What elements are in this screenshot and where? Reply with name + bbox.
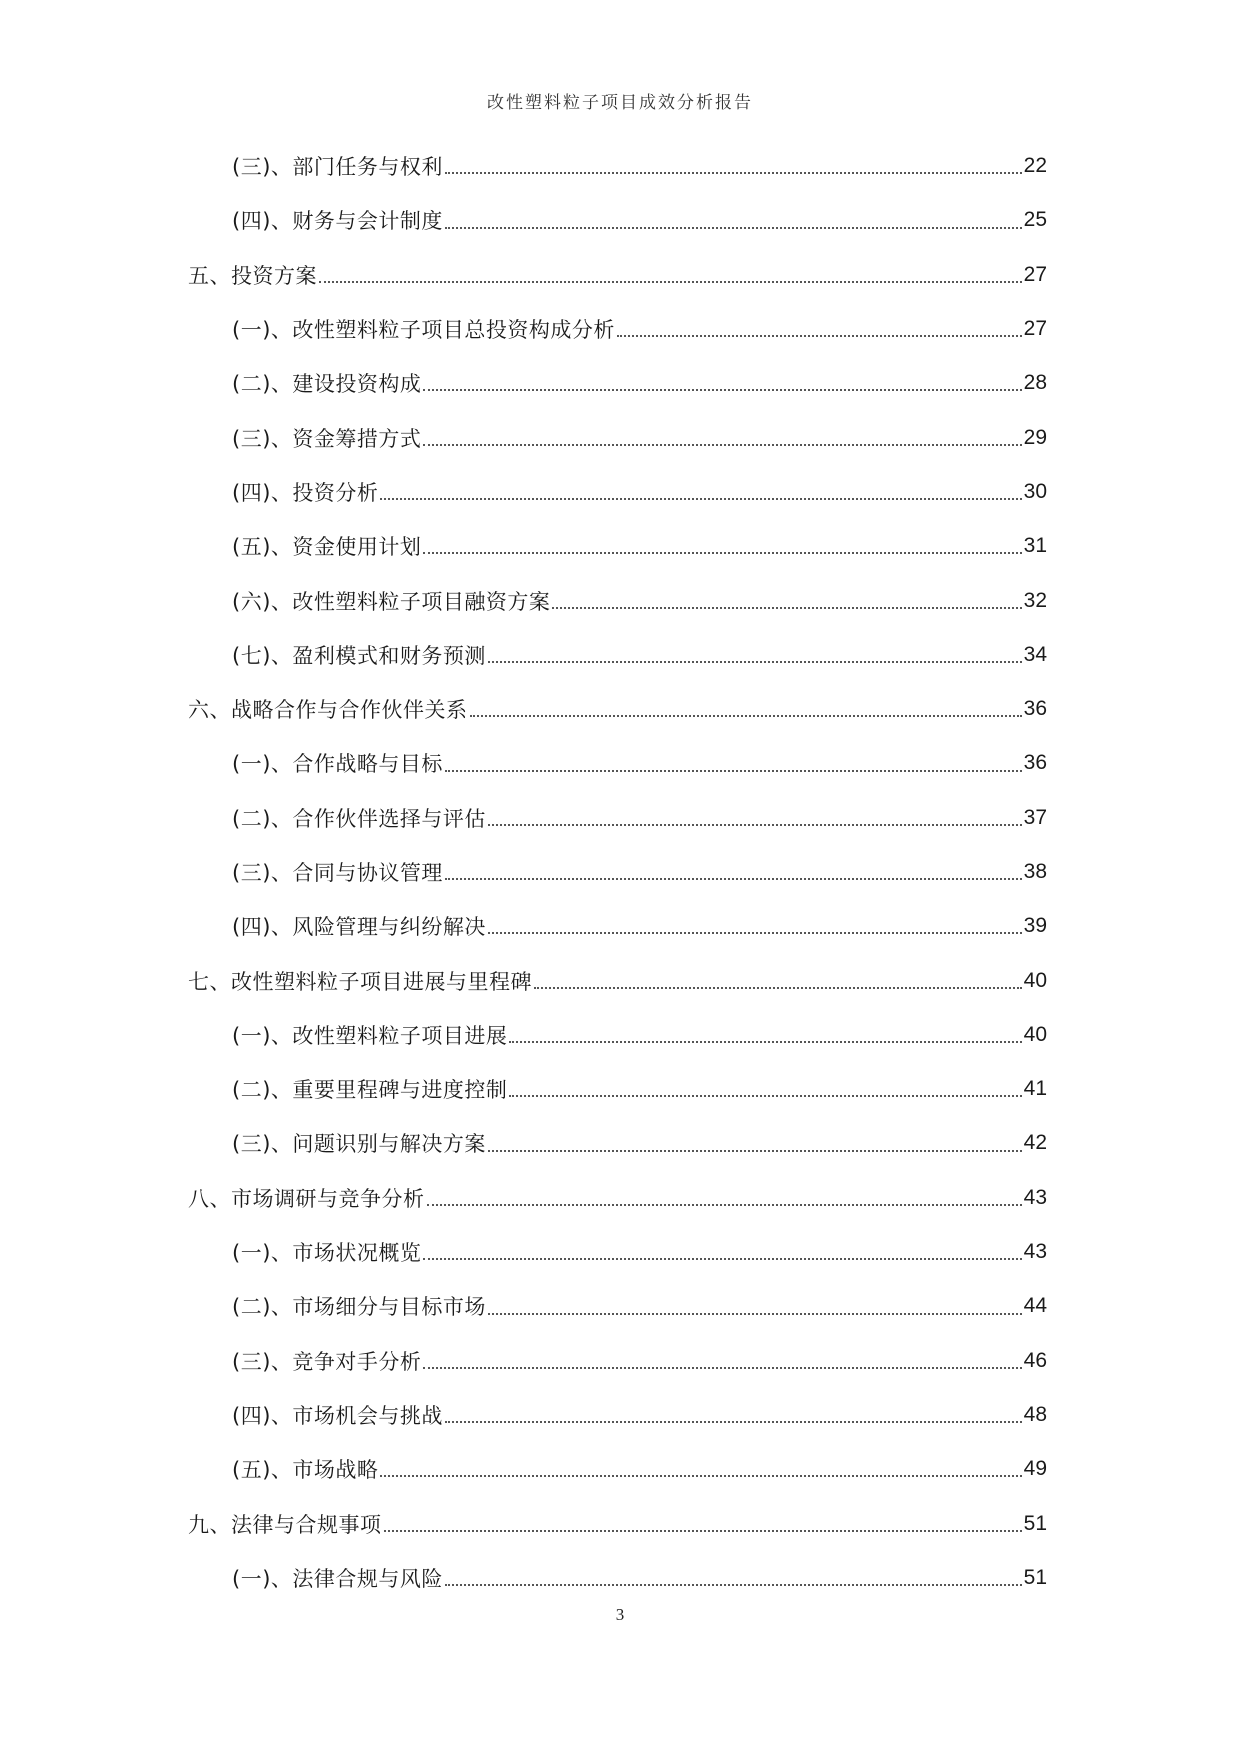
toc-entry-label: (三)、竞争对手分析 xyxy=(232,1349,422,1374)
toc-entry-label: (三)、合同与协议管理 xyxy=(232,861,443,885)
toc-entry-page-number: 43 xyxy=(1023,1240,1047,1264)
toc-dot-leader xyxy=(488,1312,1022,1315)
toc-section-entry[interactable] xyxy=(0,628,1240,682)
toc-dot-leader xyxy=(423,1257,1021,1260)
toc-dot-leader xyxy=(380,1474,1021,1477)
toc-entry-label: (一)、合作战略与目标 xyxy=(232,752,443,777)
toc-entry-label: (四)、市场机会与挑战 xyxy=(232,1403,443,1428)
toc-entry-page-number: 51 xyxy=(1023,1511,1047,1535)
toc-section-entry[interactable] xyxy=(0,1442,1240,1496)
toc-dot-leader xyxy=(488,1149,1022,1152)
toc-entry-page-number: 25 xyxy=(1023,208,1047,232)
toc-entry-page-number: 44 xyxy=(1023,1294,1047,1318)
toc-entry-label: 五、投资方案 xyxy=(188,263,317,288)
toc-entry-page-number: 48 xyxy=(1023,1402,1047,1426)
toc-dot-leader xyxy=(488,660,1022,663)
toc-section-entry[interactable] xyxy=(0,465,1240,519)
toc-section-entry[interactable] xyxy=(0,1551,1240,1605)
toc-dot-leader xyxy=(380,497,1021,500)
toc-entry-label: (三)、问题识别与解决方案 xyxy=(232,1132,486,1157)
toc-entry-label: (三)、资金筹措方式 xyxy=(232,426,422,451)
toc-entry-page-number: 22 xyxy=(1023,154,1047,178)
toc-entry-label: (六)、改性塑料粒子项目融资方案 xyxy=(232,589,551,614)
toc-chapter-entry[interactable] xyxy=(0,1171,1240,1225)
toc-entry-label: (四)、投资分析 xyxy=(232,480,379,505)
toc-section-entry[interactable] xyxy=(0,1008,1240,1062)
toc-section-entry[interactable] xyxy=(0,410,1240,464)
toc-section-entry[interactable] xyxy=(0,1225,1240,1279)
toc-entry-label: (四)、风险管理与纠纷解决 xyxy=(232,915,486,940)
toc-entry-label: 六、战略合作与合作伙伴关系 xyxy=(188,698,468,723)
toc-section-entry[interactable] xyxy=(0,791,1240,845)
toc-dot-leader xyxy=(384,1529,1022,1532)
toc-section-entry[interactable] xyxy=(0,573,1240,627)
toc-entry-page-number: 40 xyxy=(1023,1022,1047,1046)
toc-entry-page-number: 36 xyxy=(1023,751,1047,775)
toc-entry-label: (二)、建设投资构成 xyxy=(232,372,422,397)
toc-section-entry[interactable] xyxy=(0,845,1240,899)
toc-entry-label: (二)、重要里程碑与进度控制 xyxy=(232,1078,508,1103)
toc-chapter-entry[interactable] xyxy=(0,248,1240,302)
toc-entry-label: (一)、改性塑料粒子项目进展 xyxy=(232,1023,508,1048)
toc-chapter-entry[interactable] xyxy=(0,953,1240,1007)
toc-entry-label: (一)、改性塑料粒子项目总投资构成分析 xyxy=(232,318,615,343)
toc-entry-label: (四)、财务与会计制度 xyxy=(232,209,443,234)
toc-dot-leader xyxy=(423,388,1021,391)
toc-dot-leader xyxy=(445,226,1022,229)
page-number: 3 xyxy=(615,1605,625,1624)
toc-entry-label: (一)、法律合规与风险 xyxy=(232,1566,443,1591)
toc-entry-label: (二)、合作伙伴选择与评估 xyxy=(232,806,486,831)
toc-entry-page-number: 51 xyxy=(1023,1565,1047,1589)
toc-section-entry[interactable] xyxy=(0,1334,1240,1388)
toc-dot-leader xyxy=(445,1583,1022,1586)
toc-section-entry[interactable] xyxy=(0,1279,1240,1333)
toc-dot-leader xyxy=(445,1420,1022,1423)
toc-entry-label: (三)、部门任务与权利 xyxy=(232,155,443,180)
toc-dot-leader xyxy=(445,769,1022,772)
toc-section-entry[interactable] xyxy=(0,1116,1240,1170)
toc-section-entry[interactable] xyxy=(0,899,1240,953)
toc-entry-page-number: 27 xyxy=(1023,317,1047,341)
toc-entry-page-number: 41 xyxy=(1023,1077,1047,1101)
toc-section-entry[interactable] xyxy=(0,139,1240,193)
toc-dot-leader xyxy=(423,443,1021,446)
toc-entry-page-number: 40 xyxy=(1023,968,1047,992)
toc-entry-page-number: 42 xyxy=(1023,1131,1047,1155)
toc-dot-leader xyxy=(445,171,1022,174)
toc-dot-leader xyxy=(470,714,1022,717)
toc-entry-label: (一)、市场状况概览 xyxy=(232,1241,422,1266)
toc-entry-page-number: 49 xyxy=(1023,1457,1047,1481)
toc-entry-label: (五)、资金使用计划 xyxy=(232,535,422,560)
toc-entry-label: 九、法律与合规事项 xyxy=(188,1512,382,1537)
toc-dot-leader xyxy=(488,823,1022,826)
toc-dot-leader xyxy=(617,334,1022,337)
toc-entry-page-number: 32 xyxy=(1023,588,1047,612)
toc-dot-leader xyxy=(534,986,1022,989)
toc-entry-page-number: 27 xyxy=(1023,262,1047,286)
toc-entry-page-number: 46 xyxy=(1023,1348,1047,1372)
toc-entry-page-number: 37 xyxy=(1023,805,1047,829)
toc-section-entry[interactable] xyxy=(0,193,1240,247)
toc-entry-page-number: 34 xyxy=(1023,642,1047,666)
toc-entry-label: 七、改性塑料粒子项目进展与里程碑 xyxy=(188,969,532,994)
toc-dot-leader xyxy=(423,551,1021,554)
page-header-title: 改性塑料粒子项目成效分析报告 xyxy=(487,93,753,113)
toc-dot-leader xyxy=(509,1040,1021,1043)
toc-dot-leader xyxy=(319,280,1022,283)
toc-section-entry[interactable] xyxy=(0,519,1240,573)
toc-entry-page-number: 39 xyxy=(1023,914,1047,938)
toc-section-entry[interactable] xyxy=(0,302,1240,356)
toc-entry-label: (五)、市场战略 xyxy=(232,1458,379,1483)
toc-section-entry[interactable] xyxy=(0,1062,1240,1116)
toc-section-entry[interactable] xyxy=(0,1388,1240,1442)
toc-entry-page-number: 29 xyxy=(1023,425,1047,449)
toc-dot-leader xyxy=(509,1094,1021,1097)
toc-entry-page-number: 31 xyxy=(1023,534,1047,558)
toc-entry-page-number: 28 xyxy=(1023,371,1047,395)
toc-dot-leader xyxy=(427,1203,1022,1206)
toc-chapter-entry[interactable] xyxy=(0,1496,1240,1550)
toc-dot-leader xyxy=(488,931,1022,934)
toc-dot-leader xyxy=(423,1366,1021,1369)
toc-chapter-entry[interactable] xyxy=(0,682,1240,736)
table-of-contents xyxy=(0,139,1240,1605)
toc-dot-leader xyxy=(445,877,1022,880)
toc-dot-leader xyxy=(552,606,1021,609)
toc-section-entry[interactable] xyxy=(0,356,1240,410)
toc-entry-page-number: 38 xyxy=(1023,860,1047,883)
toc-entry-page-number: 30 xyxy=(1023,479,1047,503)
toc-entry-label: 八、市场调研与竞争分析 xyxy=(188,1186,425,1211)
toc-section-entry[interactable] xyxy=(0,736,1240,790)
toc-entry-label: (二)、市场细分与目标市场 xyxy=(232,1295,486,1320)
toc-entry-page-number: 36 xyxy=(1023,697,1047,721)
toc-entry-label: (七)、盈利模式和财务预测 xyxy=(232,643,486,668)
toc-entry-page-number: 43 xyxy=(1023,1185,1047,1209)
